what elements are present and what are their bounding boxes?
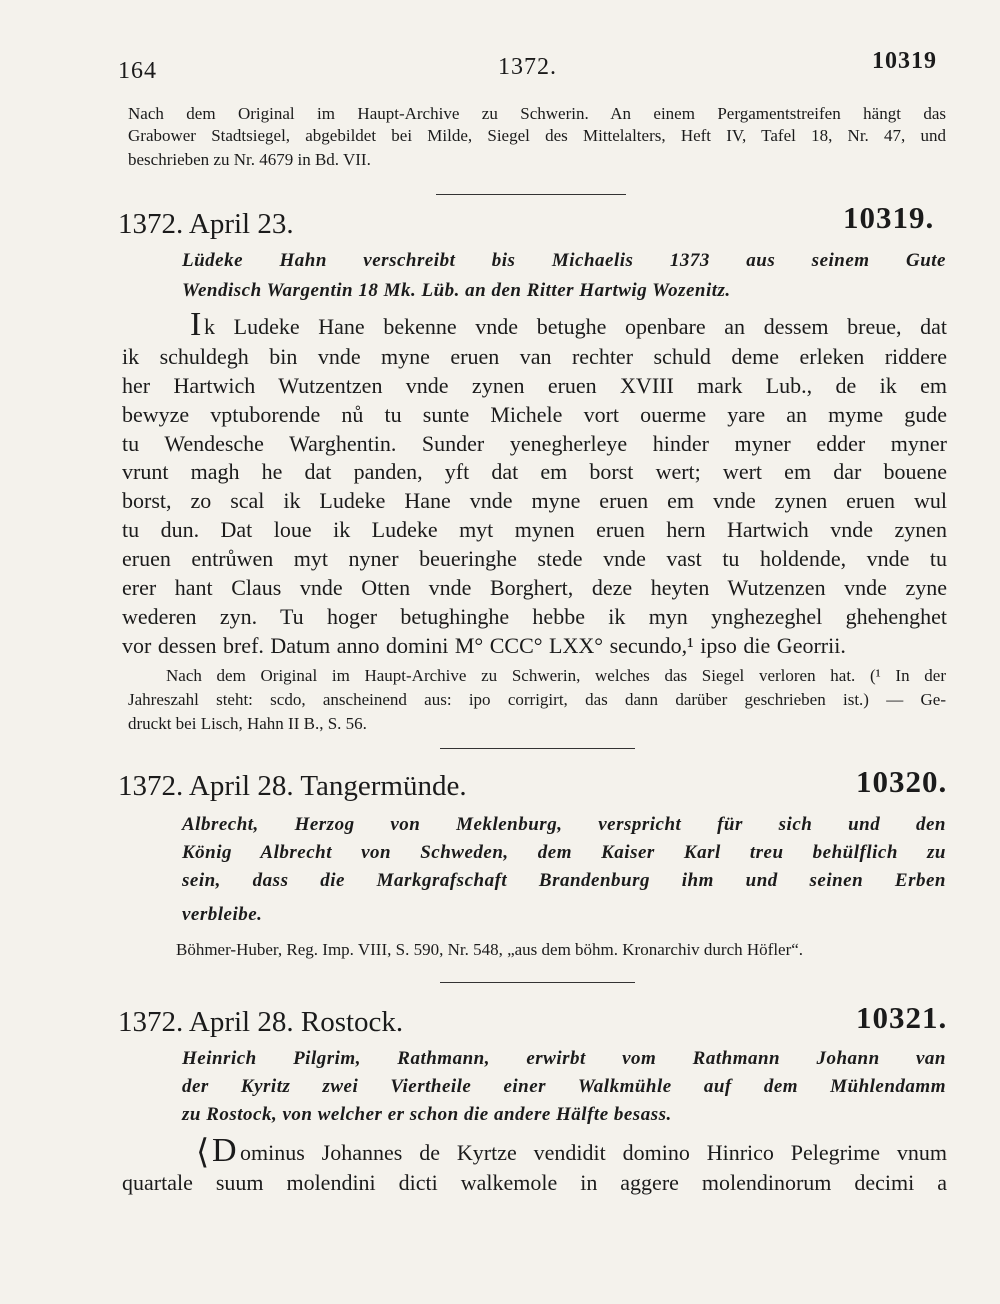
body-line: quartale suum molendini dicti walkemole in aggere molendinorum decimi a — [122, 1170, 947, 1195]
intro-note-line: Grabower Stadtsiegel, abgebildet bei Milde, Siegel des Mittelalters, Heft IV, Tafel 18, Nr. 47, und — [128, 126, 946, 145]
section-divider — [436, 194, 626, 195]
section-divider — [440, 748, 635, 749]
editorial-bracket: ⟨ — [196, 1134, 210, 1171]
section-divider — [440, 982, 635, 983]
body-line: eruen entrůwen myt nyner beueringhe stede vnde vast tu holdende, vnde tu — [122, 546, 947, 571]
regest-line: Heinrich Pilgrim, Rathmann, erwirbt vom Rathmann Johann van — [182, 1048, 946, 1069]
entry-number: 10319. — [843, 200, 935, 235]
entry-date: 1372. April 28. Rostock. — [118, 1006, 404, 1038]
regest-line: verbleibe. — [182, 904, 263, 925]
regest-line: zu Rostock, von welcher er schon die andere Hälfte besass. — [182, 1104, 672, 1125]
source-note-line: druckt bei Lisch, Hahn II B., S. 56. — [128, 714, 367, 733]
body-line: vor dessen bref. Datum anno domini M° CCC° LXX° secundo,¹ ipso die Georrii. — [122, 633, 846, 658]
running-doc-number: 10319 — [872, 48, 937, 74]
entry-number: 10320. — [856, 764, 948, 799]
body-line: k Ludeke Hane bekenne vnde betughe openbare an dessem breue, dat — [204, 314, 947, 339]
entry-number: 10321. — [856, 1000, 948, 1035]
drop-initial: D — [212, 1132, 237, 1169]
body-line: wederen zyn. Tu hoger betughinghe hebbe ik myn ynghezeghel ghehenghet — [122, 604, 947, 629]
source-citation: Böhmer-Huber, Reg. Imp. VIII, S. 590, Nr. 548, „aus dem böhm. Kronarchiv durch Höfler“. — [176, 940, 804, 959]
drop-initial: I — [190, 306, 202, 343]
body-line: bewyze vptuborende nů tu sunte Michele vort ouerme yare an myme gude — [122, 402, 947, 427]
regest-line: der Kyritz zwei Viertheile einer Walkmühle auf dem Mühlendamm — [182, 1076, 946, 1097]
source-note-line: Nach dem Original im Haupt-Archive zu Schwerin, welches das Siegel verloren hat. (¹ In der — [166, 666, 946, 685]
intro-note-line: beschrieben zu Nr. 4679 in Bd. VII. — [128, 150, 371, 169]
body-line: vrunt magh he dat panden, yft dat em borst wert; wert em dar bouene — [122, 459, 947, 484]
body-line: ik schuldegh bin vnde myne eruen van rechter schuld deme erleken riddere — [122, 344, 947, 369]
body-line: borst, zo scal ik Ludeke Hane vnde myne eruen em vnde zynen eruen wul — [122, 488, 947, 513]
entry-date: 1372. April 28. Tangermünde. — [118, 770, 467, 802]
intro-note-line: Nach dem Original im Haupt-Archive zu Schwerin. An einem Pergamentstreifen hängt das — [128, 104, 946, 123]
body-line: erer hant Claus vnde Otten vnde Borghert, deze heyten Wutzenzen vnde zyne — [122, 575, 947, 600]
body-line: tu Wendesche Warghentin. Sunder yenegherleye hinder myner edder myner — [122, 431, 947, 456]
regest-line: Wendisch Wargentin 18 Mk. Lüb. an den Ritter Hartwig Wozenitz. — [182, 280, 731, 301]
regest-line: Albrecht, Herzog von Meklenburg, verspricht für sich und den — [182, 814, 946, 835]
page-number: 164 — [118, 58, 157, 84]
source-note-line: Jahreszahl steht: scdo, anscheinend aus: ipo corrigirt, das dann darüber geschrieben ist.) — Ge- — [128, 690, 946, 709]
running-year: 1372. — [498, 54, 557, 80]
regest-line: Lüdeke Hahn verschreibt bis Michaelis 1373 aus seinem Gute — [182, 250, 946, 271]
regest-line: König Albrecht von Schweden, dem Kaiser Karl treu behülflich zu — [182, 842, 946, 863]
body-line: ominus Johannes de Kyrtze vendidit domino Hinrico Pelegrime vnum — [240, 1140, 947, 1165]
body-line: tu dun. Dat loue ik Ludeke myt mynen eruen hern Hartwich vnde zynen — [122, 517, 947, 542]
entry-date: 1372. April 23. — [118, 208, 294, 240]
body-line: her Hartwich Wutzentzen vnde zynen eruen XVIII mark Lub., de ik em — [122, 373, 947, 398]
regest-line: sein, dass die Markgrafschaft Brandenburg ihm und seinen Erben — [182, 870, 946, 891]
